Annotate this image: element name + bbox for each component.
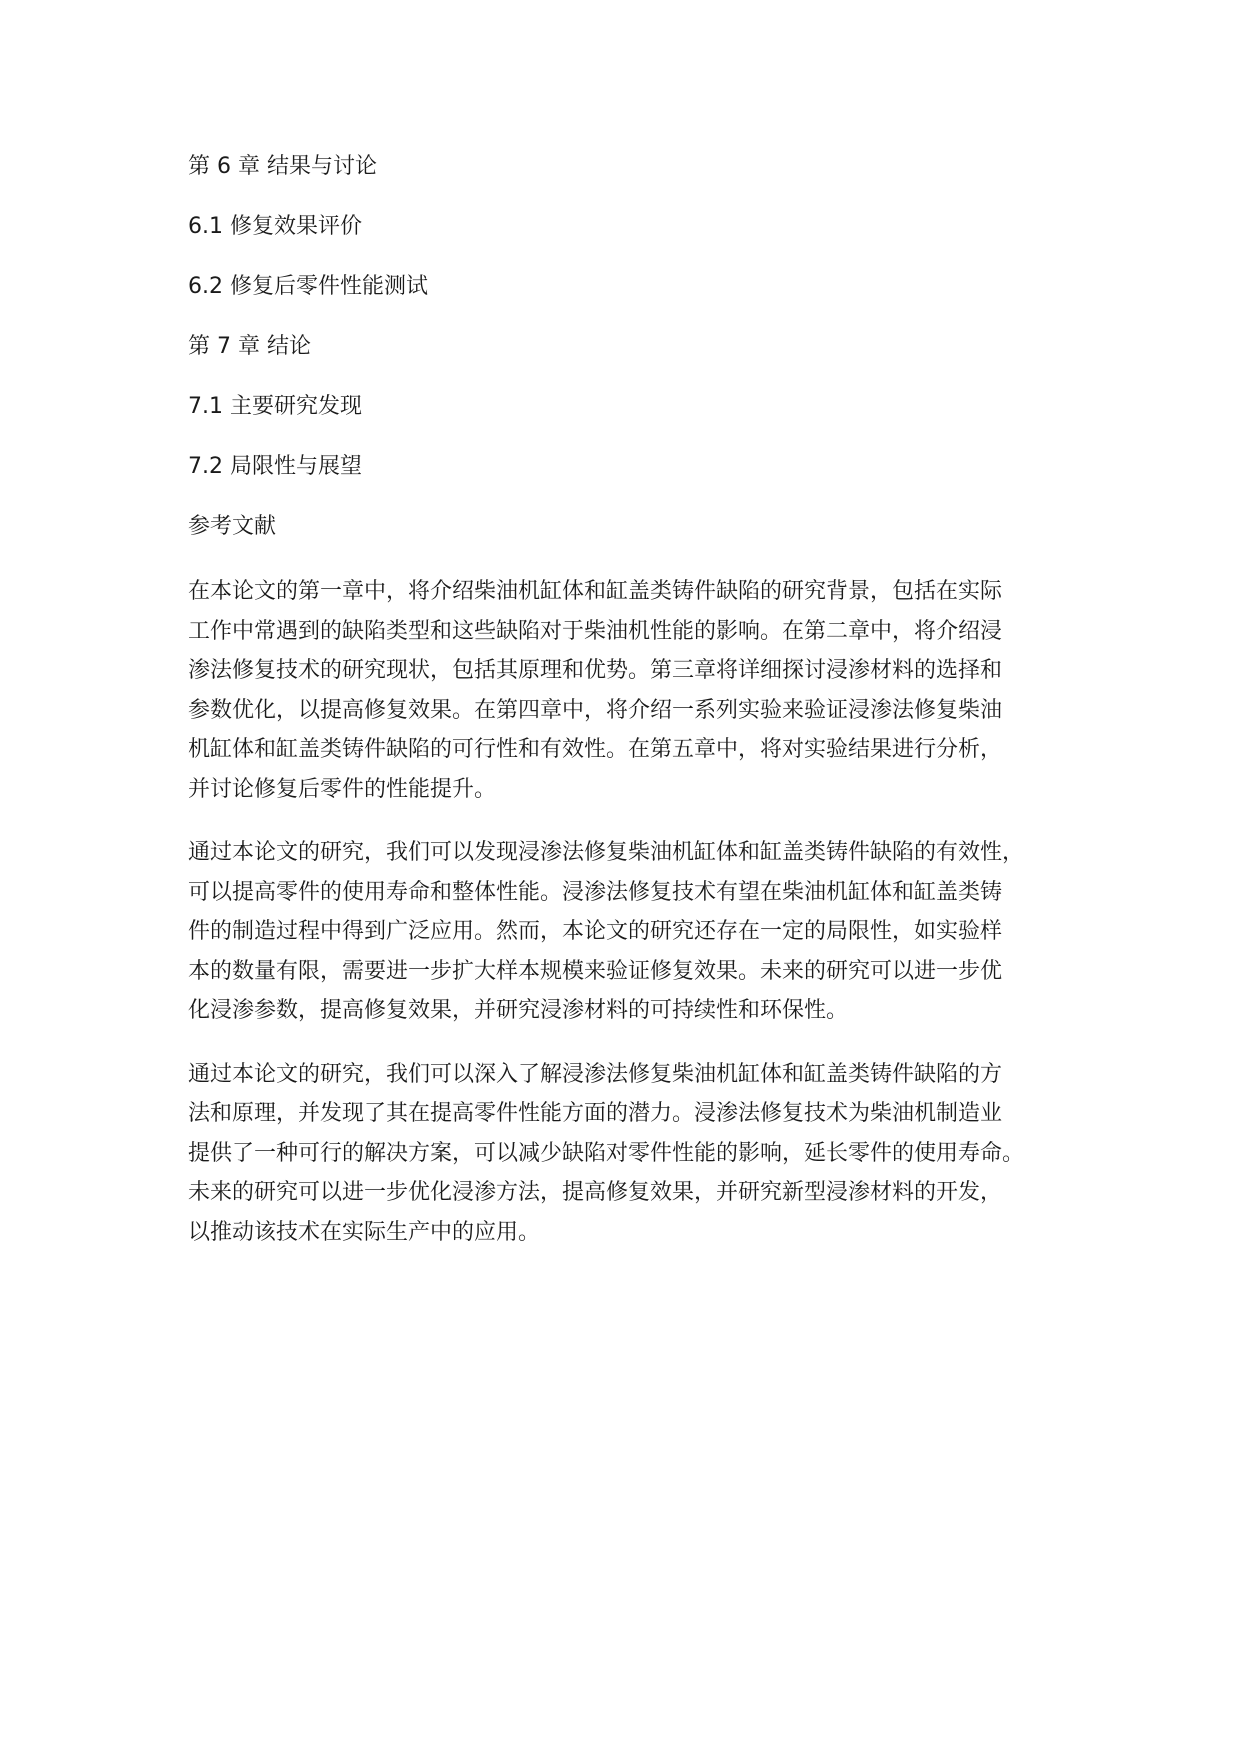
paragraph-line: 在本论文的第一章中，将介绍柴油机缸体和缸盖类铸件缺陷的研究背景，包括在实际 <box>188 579 1003 604</box>
toc-chapter-7: 第 7 章 结论 <box>188 334 311 359</box>
paragraph-line: 机缸体和缸盖类铸件缺陷的可行性和有效性。在第五章中，将对实验结果进行分析， <box>188 737 1003 762</box>
table-of-contents <box>188 152 1088 542</box>
paragraph-line: 本的数量有限，需要进一步扩大样本规模来验证修复效果。未来的研究可以进一步优 <box>188 958 1003 984</box>
paragraph-line: 通过本论文的研究，我们可以发现浸渗法修复柴油机缸体和缸盖类铸件缺陷的有效性， <box>188 840 1025 865</box>
paragraph-line: 化浸渗参数，提高修复效果，并研究浸渗材料的可持续性和环保性。 <box>188 998 849 1023</box>
document-page <box>188 152 1088 1276</box>
paragraph-line: 未来的研究可以进一步优化浸渗方法，提高修复效果，并研究新型浸渗材料的开发， <box>188 1180 1003 1205</box>
paragraph-line: 法和原理，并发现了其在提高零件性能方面的潜力。浸渗法修复技术为柴油机制造业 <box>188 1101 1003 1126</box>
paragraph-line: 件的制造过程中得到广泛应用。然而，本论文的研究还存在一定的局限性，如实验样 <box>188 919 1003 944</box>
paragraph-line: 参数优化，以提高修复效果。在第四章中，将介绍一系列实验来验证浸渗法修复柴油 <box>188 697 1003 723</box>
toc-chapter-6: 第 6 章 结果与讨论 <box>188 154 377 179</box>
toc-section-7-1: 7.1 主要研究发现 <box>188 394 362 419</box>
toc-references: 参考文献 <box>188 514 277 539</box>
paragraph-line: 渗法修复技术的研究现状，包括其原理和优势。第三章将详细探讨浸渗材料的选择和 <box>188 658 1003 683</box>
paragraph-line: 并讨论修复后零件的性能提升。 <box>188 776 497 802</box>
paragraph-line: 通过本论文的研究，我们可以深入了解浸渗法修复柴油机缸体和缸盖类铸件缺陷的方 <box>188 1061 1003 1087</box>
toc-section-7-2: 7.2 局限性与展望 <box>188 454 362 479</box>
paragraph-line: 以推动该技术在实际生产中的应用。 <box>188 1219 541 1245</box>
paragraph-line: 工作中常遇到的缺陷类型和这些缺陷对于柴油机性能的影响。在第二章中，将介绍浸 <box>188 618 1003 644</box>
toc-section-6-1: 6.1 修复效果评价 <box>188 214 362 239</box>
paragraph-3 <box>188 1055 1088 1253</box>
paragraph-line: 可以提高零件的使用寿命和整体性能。浸渗法修复技术有望在柴油机缸体和缸盖类铸 <box>188 879 1003 905</box>
toc-section-6-2: 6.2 修复后零件性能测试 <box>188 274 428 299</box>
paragraph-1 <box>188 572 1088 809</box>
paragraph-line: 提供了一种可行的解决方案，可以减少缺陷对零件性能的影响，延长零件的使用寿命。 <box>188 1140 1025 1166</box>
paragraph-2 <box>188 833 1088 1031</box>
